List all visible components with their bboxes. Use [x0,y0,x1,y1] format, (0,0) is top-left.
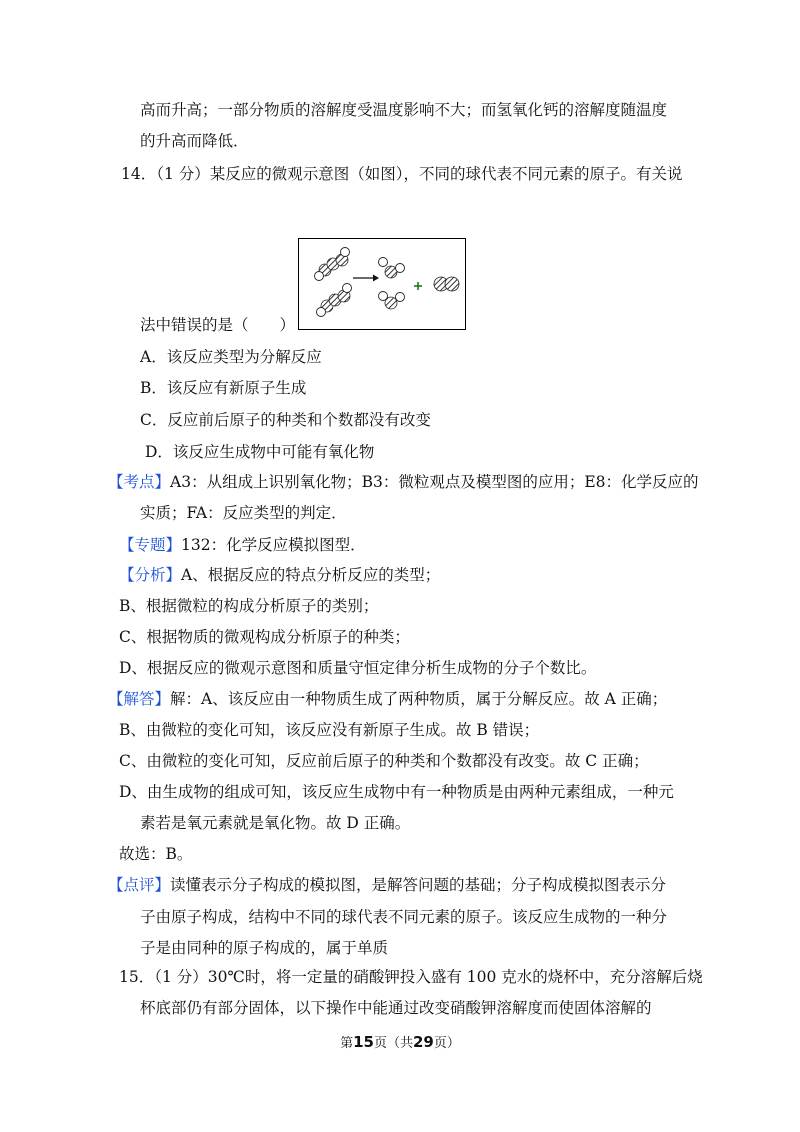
text-line: 高而升高；一部分物质的溶解度受温度影响不大；而氢氧化钙的溶解度随温度 [140,101,668,119]
fenxi-line [119,564,440,586]
reaction-arrow [353,275,379,282]
fenxi-text: D、根据反应的微观示意图和质量守恒定律分析生成物的分子个数比。 [119,659,597,677]
text-line: 的升高而降低． [140,132,249,150]
jieda-text: C、由微粒的变化可知，反应前后原子的种类和个数都没有改变。故 C 正确； [119,752,649,770]
zhuanti-tag: 【专题】 [119,536,182,554]
option-c: C．反应前后原子的种类和个数都没有改变 [140,411,431,429]
footer-prefix: 第 [340,1036,354,1051]
option-d: D．该反应生成物中可能有氧化物 [145,443,375,461]
kaodian-text-cont: 实质；FA：反应类型的判定． [140,504,347,522]
jieda-text: 素若是氧元素就是氧化物。故 D 正确。 [140,814,411,832]
jieda-text: B、由微粒的变化可知，该反应没有新原子生成。故 B 错误； [119,721,540,739]
question-15-stem: 15．（1 分）30℃时，将一定量的硝酸钾投入盛有 100 克水的烧杯中，充分溶解后烧 [119,968,703,986]
dianping-line [108,874,666,896]
jieda-text: D、由生成物的组成可知，该反应生成物中有一种物质是由两种元素组成，一种元 [119,783,674,801]
kaodian-text: A3：从组成上识别氧化物；B3：微粒观点及模型图的应用；E8：化学反应的 [170,473,699,491]
answer-line: 故选：B。 [119,845,193,863]
zhuanti-line [119,534,366,556]
zhuanti-text: 132：化学反应模拟图型． [181,536,366,554]
kaodian-line [108,471,699,493]
product-molecule [434,277,459,291]
question-15-stem: 杯底部仍有部分固体，以下操作中能通过改变硝酸钾溶解度而使固体溶解的 [140,999,652,1017]
microscopic-reaction-figure [299,239,464,328]
question-14-stem-end: 法中错误的是（ ） [140,316,296,334]
dianping-text: 子由原子构成，结构中不同的球代表不同元素的原子。该反应生成物的一种分 [140,908,668,926]
fenxi-text: B、根据微粒的构成分析原子的类别； [119,597,379,615]
reactant-molecule [317,284,352,317]
product-molecule [379,258,405,279]
reactant-molecule [315,248,350,281]
jieda-text: 解：A、该反应由一种物质生成了两种物质，属于分解反应。故 A 正确； [170,690,668,708]
footer-middle: 页（共 [373,1036,413,1051]
question-14-stem: 14．（1 分）某反应的微观示意图（如图），不同的球代表不同元素的原子。有关说 [121,165,683,183]
fenxi-tag: 【分析】 [119,566,182,584]
dianping-text: 子是由同种的原子构成的，属于单质 [140,939,389,957]
product-molecule [379,292,405,310]
fenxi-text: C、根据物质的微观构成分析原子的种类； [119,628,410,646]
jieda-tag: 【解答】 [108,690,171,708]
jieda-line [108,688,667,710]
page-footer [0,1032,800,1051]
reaction-diagram [298,238,466,330]
fenxi-text: A、根据反应的特点分析反应的类型； [181,566,441,584]
dianping-text: 读懂表示分子构成的模拟图，是解答问题的基础；分子构成模拟图表示分 [170,876,667,894]
option-a: A．该反应类型为分解反应 [140,348,322,366]
kaodian-tag: 【考点】 [108,473,171,491]
dianping-tag: 【点评】 [108,876,171,894]
plus-sign [414,282,422,290]
current-page-number: 15 [353,1033,374,1051]
footer-suffix: 页） [433,1036,460,1051]
option-b: B．该反应有新原子生成 [140,379,307,397]
total-page-number: 29 [413,1033,434,1051]
